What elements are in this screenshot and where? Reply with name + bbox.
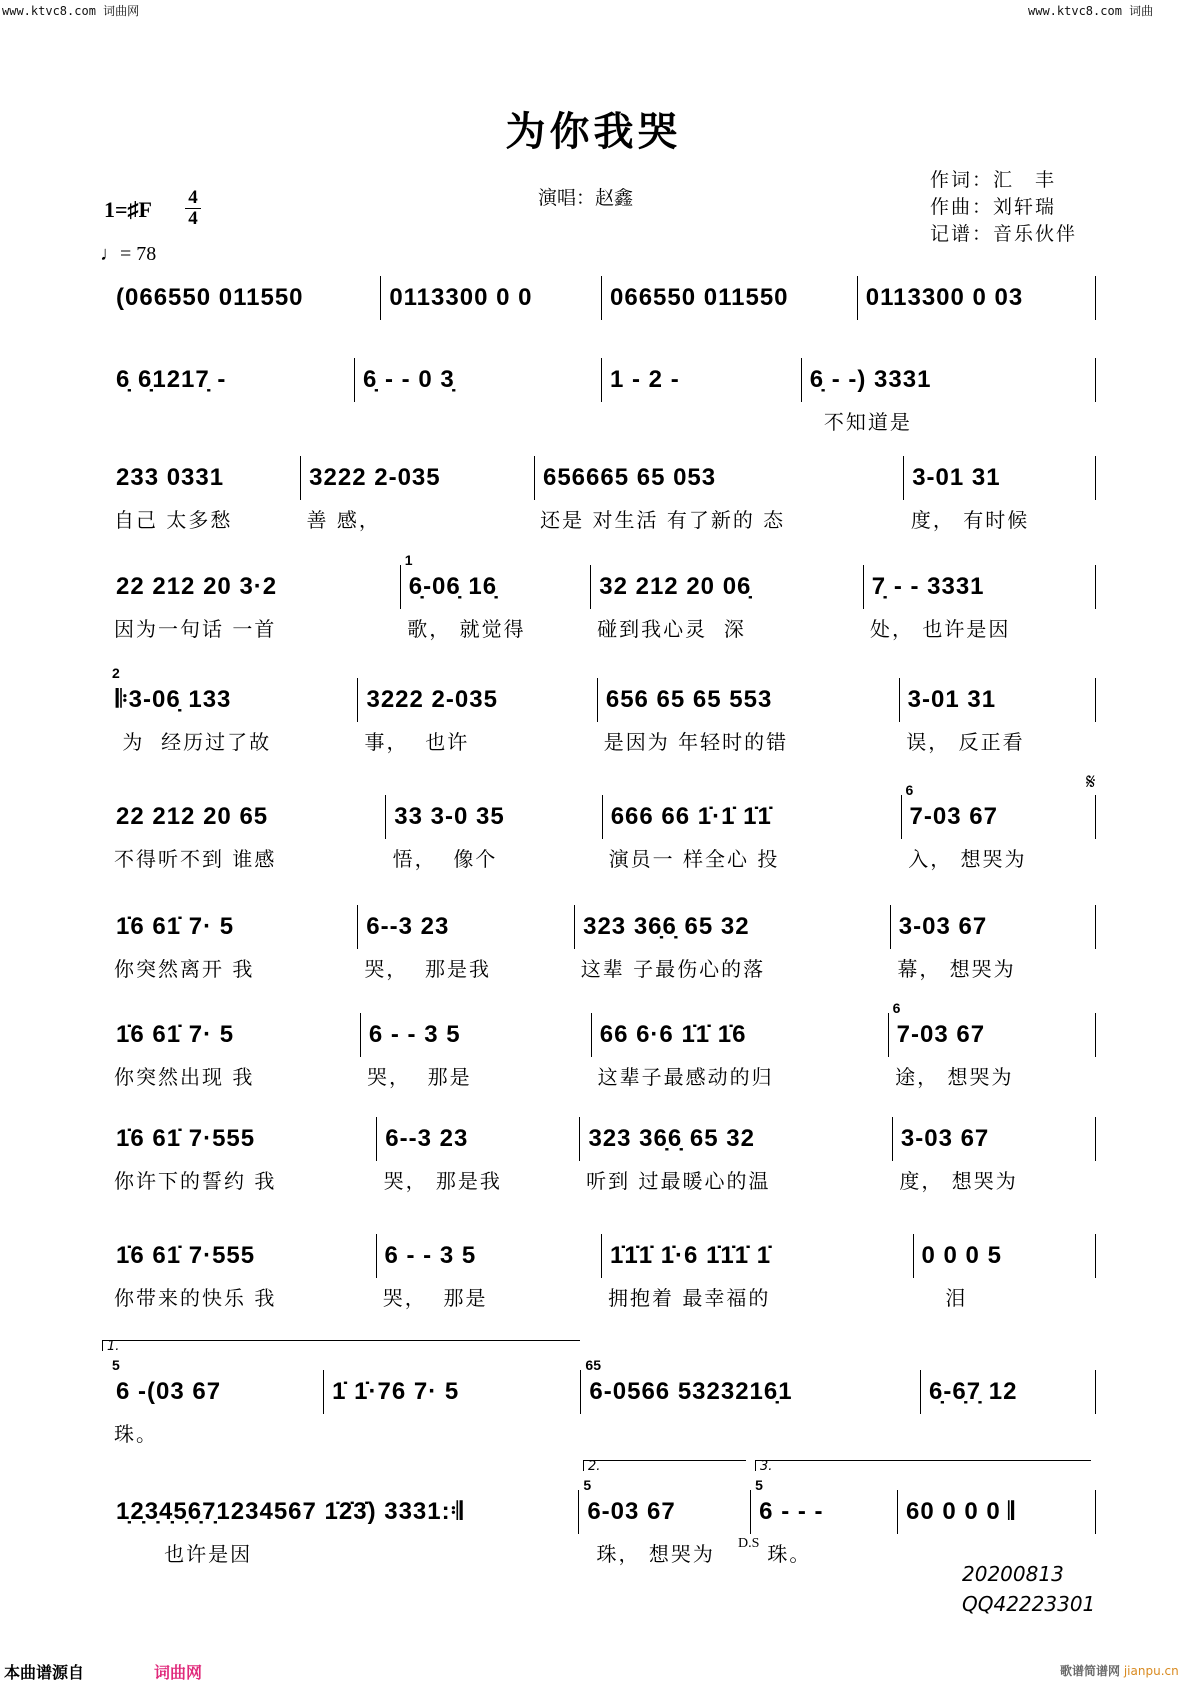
measure-notes: 323 36̣6̣ 65 32: [583, 913, 750, 940]
measure-notes: 0113300 0 03: [865, 284, 1024, 311]
lyrics-row: [108, 406, 1096, 435]
signature-qq: QQ42223301: [962, 1592, 1096, 1616]
lyric: 这辈子最感动的归: [597, 1065, 774, 1089]
measure: [358, 678, 597, 722]
notes-row: [108, 456, 1096, 500]
footer-right-label: 歌谱简谱网: [1060, 1664, 1121, 1678]
notes-row: [108, 1357, 1096, 1414]
lyrics-row: [108, 953, 1096, 982]
volta-bracket: 3.: [755, 1460, 1091, 1471]
measure: [602, 1234, 914, 1278]
score-system: [108, 1234, 1096, 1311]
measure-notes: 6 - - -: [759, 1498, 824, 1525]
measure-notes: 323 36̣6̣ 65 32: [588, 1125, 755, 1152]
transcriber: 记谱：音乐伙伴: [930, 223, 1078, 245]
measure-notes: 6̣ 6̣1217̣ -: [116, 366, 227, 393]
lyrics-row: [108, 613, 1096, 642]
lyric: 歌， 就觉得: [407, 617, 526, 641]
lyric: 哭， 那是我: [383, 1169, 502, 1193]
measure: [108, 795, 386, 839]
key-signature: 1=♯F: [104, 197, 152, 222]
measure-notes: 233 0331: [116, 464, 225, 491]
measure-notes: 3-03 67: [900, 1125, 990, 1152]
measure: [108, 1490, 579, 1534]
measure-notes: 22 212 20 3·2: [116, 573, 278, 600]
lyric: [602, 406, 801, 435]
lyrics-row: [108, 1061, 1096, 1090]
measure-notes: 6--3 23: [366, 913, 450, 940]
lyric: 幕， 想哭为: [897, 957, 1016, 981]
measure-notes: 6̣ - - 0 3̣: [363, 366, 455, 393]
measure: [904, 456, 1096, 500]
lyric: 珠， 想哭为: [588, 1542, 715, 1566]
measure: [361, 1013, 592, 1057]
grace-note: 5: [755, 1477, 763, 1493]
measure: [108, 565, 401, 609]
measure: [386, 795, 602, 839]
lyric: 哭， 那是: [382, 1286, 488, 1310]
measure-notes: 666 66 1̇·1̇ 1̇1̇: [610, 803, 772, 830]
measure: [893, 1117, 1096, 1161]
measure: [108, 1357, 324, 1414]
measure-notes: 6̣-6̣7̣ 12: [929, 1378, 1018, 1405]
tempo-marking: ♩= 78: [100, 243, 157, 265]
lyric: 珠。: [114, 1422, 158, 1446]
lyrics-row: [108, 1418, 1096, 1447]
measure: [900, 678, 1096, 722]
measure: [108, 905, 358, 949]
measure-notes: 3-01 31: [912, 464, 1001, 491]
lyric: 为 经历过了故: [114, 730, 272, 754]
grace-note: 6: [905, 782, 914, 798]
score-system: [108, 782, 1096, 872]
measure-notes: 1̇6 61̇ 7·555: [116, 1242, 256, 1269]
measure-notes: 7-03 67: [896, 1021, 986, 1048]
lyrics-row: [108, 1165, 1096, 1194]
measure: [108, 276, 381, 320]
measure: [301, 456, 535, 500]
measure-notes: 6-03 67: [587, 1498, 676, 1525]
measure-notes: (066550 011550: [116, 284, 304, 311]
notes-row: [108, 1234, 1096, 1278]
score-system: [108, 358, 1096, 435]
measure: [602, 358, 802, 402]
measure: [891, 905, 1096, 949]
measure: [108, 456, 301, 500]
measure: [324, 1370, 581, 1414]
notes-row: [108, 665, 1096, 722]
measure: [358, 905, 575, 949]
measure-notes: 33 3-0 35: [394, 803, 505, 830]
lyric: 珠。: [759, 1542, 812, 1566]
measure: [898, 1490, 1096, 1534]
notes-row: [108, 1117, 1096, 1161]
measure: [401, 552, 592, 609]
footer-source-link[interactable]: 词曲网: [154, 1663, 203, 1682]
measure-notes: 1̇1̇1̇ 1̇·6 1̇1̇1̇ 1̇: [610, 1242, 772, 1269]
measure: [603, 795, 902, 839]
lyric: 听到 过最暖心的温: [586, 1169, 771, 1193]
lyric: 你许下的誓约 我: [114, 1169, 277, 1193]
measure: [377, 1117, 580, 1161]
measure-notes: 656665 65 053: [542, 464, 717, 491]
measure: [108, 1234, 377, 1278]
measure: [575, 905, 891, 949]
notes-row: [108, 552, 1096, 609]
measure-notes: 6-0566 5323216̣1: [589, 1378, 793, 1405]
time-signature: [185, 188, 201, 229]
signature-date: 20200813: [962, 1562, 1064, 1586]
lyric: 也许是因: [114, 1542, 253, 1566]
measure-notes: 22 212 20 65: [116, 803, 269, 830]
lyrics-row: [108, 726, 1096, 755]
measure-notes: 6--3 23: [385, 1125, 469, 1152]
lyrics-row: [108, 504, 1096, 533]
segno-icon: 𝄋: [1086, 770, 1096, 795]
grace-note: 1: [404, 552, 413, 568]
measure-notes: 656 65 65 553: [605, 686, 773, 713]
measure-notes: 3222 2-035: [309, 464, 441, 491]
notes-row: [108, 905, 1096, 949]
time-top: 4: [188, 187, 198, 208]
lyric: [108, 406, 355, 435]
measure-notes: 3222 2-035: [366, 686, 498, 713]
measure: [108, 358, 355, 402]
score-system: [108, 456, 1096, 533]
singer: 演唱：赵鑫: [538, 187, 634, 209]
volta-bracket: 2.: [583, 1460, 746, 1471]
measure: [602, 276, 858, 320]
ds-mark: D.S: [738, 1536, 760, 1551]
measure-notes: 𝄆3-06̣ 133: [116, 686, 232, 713]
footer-right-domain: jianpu.cn: [1123, 1664, 1179, 1678]
grace-note: 2: [112, 665, 120, 681]
lyrics-row: [108, 1282, 1096, 1311]
measure: [108, 1013, 361, 1057]
lyric: 你突然离开 我: [114, 957, 255, 981]
measure: [592, 1013, 889, 1057]
measure: [802, 358, 1096, 402]
lyric: [581, 1418, 922, 1447]
grace-note: 5: [583, 1477, 592, 1493]
time-bottom: 4: [188, 208, 198, 229]
measure: [902, 782, 1096, 839]
measure-notes: 1̇ 1̇·76 7· 5: [332, 1378, 460, 1405]
lyric: 误， 反正看: [906, 730, 1025, 754]
measure-notes: 1̇6 61̇ 7·555: [116, 1125, 256, 1152]
lyricist: 作词：汇 丰: [930, 169, 1057, 191]
measure-notes: 6 - - 3 5: [368, 1021, 461, 1048]
footer-source-label: 本曲谱源自: [4, 1663, 85, 1682]
song-title: 为你我哭: [505, 108, 682, 155]
measure-notes: 1̣2̣3̣4̣5̣6̣7̣1234567 1̇2̇3̇) 3331:𝄇: [116, 1498, 464, 1525]
lyric: 善 感，: [306, 508, 381, 532]
measure: [581, 1357, 921, 1414]
score-system: [108, 1117, 1096, 1194]
notes-row: [108, 782, 1096, 839]
lyric: 事， 也许: [364, 730, 470, 754]
measure: [914, 1234, 1096, 1278]
lyric: 演员一 样全心 投: [608, 847, 780, 871]
measure-notes: 6 - - 3 5: [384, 1242, 477, 1269]
grace-note: 5: [112, 1357, 120, 1373]
footer-right: [1060, 1662, 1179, 1679]
measure: [889, 1000, 1096, 1057]
lyric: 哭， 那是: [366, 1065, 472, 1089]
measure-notes: 3-01 31: [907, 686, 997, 713]
lyric: 你带来的快乐 我: [114, 1286, 277, 1310]
measure: [598, 678, 900, 722]
lyric: [922, 1418, 1096, 1447]
notes-row: [108, 276, 1096, 320]
score-system: [108, 905, 1096, 982]
measure-notes: 60 0 0 0 𝄂: [905, 1498, 1015, 1525]
measure-notes: 066550 011550: [610, 284, 789, 311]
measure-notes: 7-03 67: [909, 803, 998, 830]
measure: [535, 456, 904, 500]
lyric: 途， 想哭为: [895, 1065, 1014, 1089]
lyric: 不得听不到 谁感: [114, 847, 277, 871]
measure-notes: 1̇6 61̇ 7· 5: [116, 913, 235, 940]
notes-row: [108, 1000, 1096, 1057]
measure-notes: 0 0 0 5: [921, 1242, 1002, 1269]
notes-row: [108, 358, 1096, 402]
lyrics-row: [108, 843, 1096, 872]
lyric: 哭， 那是我: [364, 957, 492, 981]
measure-notes: 6 -(03 67: [116, 1378, 222, 1405]
score-system: [108, 276, 1096, 324]
lyric: 自己 太多愁: [114, 508, 233, 532]
measure: [377, 1234, 603, 1278]
measure-notes: 66 6·6 1̇1̇ 1̇6: [599, 1021, 747, 1048]
lyric: 拥抱着 最幸福的: [608, 1286, 771, 1310]
lyrics-row: [108, 1538, 1096, 1567]
lyric: 还是 对生活 有了新的 态: [540, 508, 786, 532]
score-system: [108, 1459, 1096, 1567]
notes-row: [108, 1477, 1096, 1534]
composer: 作曲：刘轩瑞: [930, 196, 1057, 218]
score-system: [108, 1000, 1096, 1090]
lyric: 因为一句话 一首: [114, 617, 277, 641]
measure: [381, 276, 602, 320]
measure-notes: 3-03 67: [898, 913, 988, 940]
measure-notes: 32 212 20 06̣: [599, 573, 752, 600]
measure: [921, 1370, 1096, 1414]
lyric: 处， 也许是因: [869, 617, 1011, 641]
measure: [864, 565, 1096, 609]
lyric: 不知道是: [807, 410, 912, 434]
measure-notes: 0113300 0 0: [389, 284, 533, 311]
watermark-left: www.ktvc8.com 词曲网: [2, 4, 140, 18]
measure: [108, 1117, 377, 1161]
watermark-right: www.ktvc8.com 词曲: [1028, 4, 1154, 18]
volta-bracket: 1.: [102, 1340, 580, 1351]
measure-notes: 1 - 2 -: [610, 366, 680, 393]
measure-notes: 1̇6 61̇ 7· 5: [116, 1021, 235, 1048]
measure: [580, 1117, 892, 1161]
lyric: 泪: [920, 1286, 968, 1310]
measure: [858, 276, 1096, 320]
measure: [591, 565, 864, 609]
lyric: 入， 想哭为: [908, 847, 1027, 871]
lyric: 度， 想哭为: [899, 1169, 1018, 1193]
score-system: [108, 552, 1096, 642]
lyric: [324, 1418, 581, 1447]
measure: [108, 665, 358, 722]
lyric: 这辈 子最伤心的落: [580, 957, 766, 981]
measure-notes: 6̣ - -) 3331: [809, 366, 932, 393]
lyric: 度， 有时候: [910, 508, 1030, 532]
score-system: [107, 1339, 1096, 1447]
grace-note: 6: [892, 1000, 901, 1016]
lyric: 碰到我心灵 深: [597, 617, 746, 641]
grace-note: 65: [585, 1357, 601, 1373]
lyric: 是因为 年轻时的错: [603, 730, 789, 754]
measure: [355, 358, 602, 402]
measure-notes: 7̣ - - 3331: [871, 573, 985, 600]
measure: [579, 1477, 751, 1534]
score-system: [108, 665, 1096, 755]
measure: [751, 1477, 898, 1534]
lyric: [355, 406, 602, 435]
measure-notes: 6̣-06̣ 16̣: [408, 573, 498, 600]
lyric: 悟， 像个: [392, 847, 498, 871]
lyric: 你突然出现 我: [114, 1065, 255, 1089]
